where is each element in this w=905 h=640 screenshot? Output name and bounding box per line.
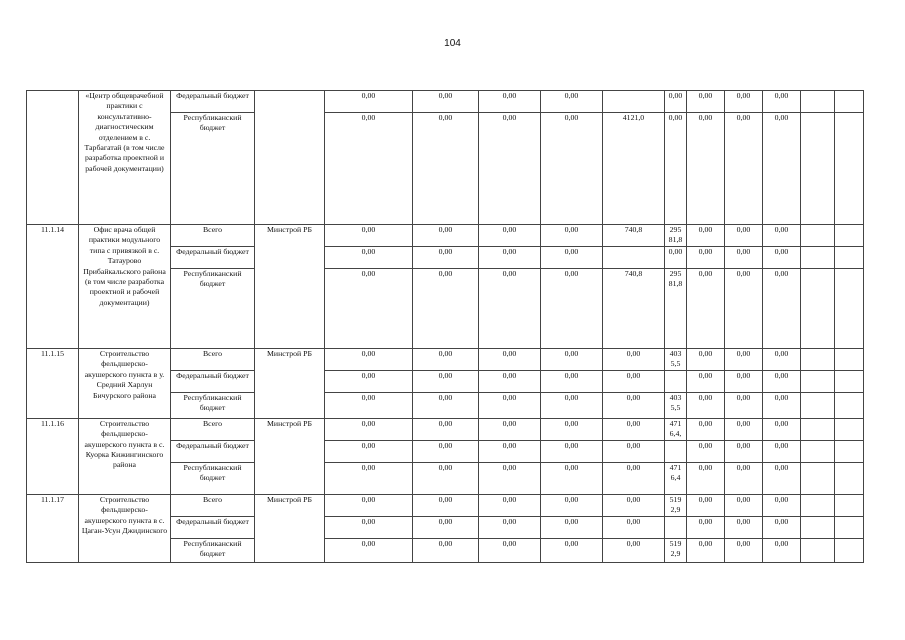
value-2016: 0,00 [413,516,479,538]
item-name: Строительство фельдшерско-акушерского пункта в с. Цаган-Усун Джидинского [79,494,171,562]
value-2017: 0,00 [479,440,541,462]
value-2016: 0,00 [413,370,479,392]
empty-cell [835,113,864,225]
value-2016: 0,00 [413,494,479,516]
value-2017: 0,00 [479,113,541,225]
value-2015: 0,00 [325,269,413,349]
empty-cell [835,247,864,269]
value-2015: 0,00 [325,247,413,269]
funding-source: Всего [171,418,255,440]
value-2023: 0,00 [763,418,801,440]
value-2016: 0,00 [413,462,479,494]
value-2021: 0,00 [687,225,725,247]
value-2022: 0,00 [725,538,763,562]
value-2018: 0,00 [541,370,603,392]
empty-cell [835,370,864,392]
value-2016: 0,00 [413,91,479,113]
value-2020: 0,00 [665,113,687,225]
value-2016: 0,00 [413,269,479,349]
empty-cell [835,269,864,349]
value-2015: 0,00 [325,494,413,516]
value-2017: 0,00 [479,538,541,562]
value-2018: 0,00 [541,349,603,371]
value-2017: 0,00 [479,91,541,113]
value-2015: 0,00 [325,349,413,371]
value-extra [801,516,835,538]
value-extra [801,269,835,349]
value-extra [801,538,835,562]
value-2023: 0,00 [763,349,801,371]
value-2022: 0,00 [725,494,763,516]
value-2023: 0,00 [763,392,801,418]
value-2021: 0,00 [687,91,725,113]
item-code: 11.1.15 [27,349,79,419]
value-2021: 0,00 [687,516,725,538]
value-2016: 0,00 [413,247,479,269]
value-2023: 0,00 [763,440,801,462]
item-name: «Центр общеврачебной практики с консультативно-диагностическим отделением в с. Тарбагатай (в том числе разработка проектной и рабочей документации) [79,91,171,225]
funding-source: Республиканский бюджет [171,269,255,349]
funding-source: Федеральный бюджет [171,440,255,462]
value-extra [801,349,835,371]
value-2019: 740,8 [603,225,665,247]
value-2016: 0,00 [413,440,479,462]
value-2017: 0,00 [479,370,541,392]
value-2018: 0,00 [541,440,603,462]
value-2015: 0,00 [325,392,413,418]
table-row [27,418,864,440]
value-2015: 0,00 [325,418,413,440]
empty-cell [835,440,864,462]
value-2022: 0,00 [725,516,763,538]
value-2023: 0,00 [763,269,801,349]
value-2022: 0,00 [725,462,763,494]
value-2020 [665,516,687,538]
value-2018: 0,00 [541,247,603,269]
value-2018: 0,00 [541,538,603,562]
value-2017: 0,00 [479,247,541,269]
value-2022: 0,00 [725,349,763,371]
value-extra [801,418,835,440]
table-row [27,349,864,371]
value-2016: 0,00 [413,349,479,371]
funding-source: Республиканский бюджет [171,113,255,225]
value-2022: 0,00 [725,247,763,269]
item-code: 11.1.17 [27,494,79,562]
value-2017: 0,00 [479,516,541,538]
value-2016: 0,00 [413,113,479,225]
value-2016: 0,00 [413,225,479,247]
table-row [27,225,864,247]
value-2018: 0,00 [541,269,603,349]
value-extra [801,462,835,494]
value-extra [801,494,835,516]
value-2015: 0,00 [325,516,413,538]
value-2017: 0,00 [479,269,541,349]
empty-cell [835,225,864,247]
value-2019: 740,8 [603,269,665,349]
empty-cell [835,494,864,516]
value-2022: 0,00 [725,91,763,113]
value-2020: 471 6,4, [665,418,687,440]
value-2022: 0,00 [725,269,763,349]
value-2023: 0,00 [763,91,801,113]
empty-cell [835,516,864,538]
value-2020: 519 2,9 [665,538,687,562]
value-2019: 0,00 [603,494,665,516]
empty-cell [835,538,864,562]
value-2021: 0,00 [687,462,725,494]
value-2017: 0,00 [479,349,541,371]
value-extra [801,370,835,392]
funding-source: Всего [171,225,255,247]
value-2021: 0,00 [687,247,725,269]
item-name: Строительство фельдшерско-акушерского пункта в у. Средний Харлун Бичурского района [79,349,171,419]
value-2015: 0,00 [325,440,413,462]
value-2015: 0,00 [325,538,413,562]
value-2021: 0,00 [687,113,725,225]
value-extra [801,440,835,462]
funding-source: Федеральный бюджет [171,247,255,269]
value-2015: 0,00 [325,91,413,113]
value-2023: 0,00 [763,370,801,392]
value-2018: 0,00 [541,516,603,538]
value-2020: 471 6,4 [665,462,687,494]
value-2021: 0,00 [687,418,725,440]
item-name: Строительство фельдшерско-акушерского пункта в с. Куорка Кижингинского района [79,418,171,494]
value-2020: 295 81,8 [665,225,687,247]
item-code: 11.1.16 [27,418,79,494]
executor: Минстрой РБ [255,494,325,562]
value-extra [801,225,835,247]
value-2021: 0,00 [687,494,725,516]
funding-source: Федеральный бюджет [171,516,255,538]
value-extra [801,247,835,269]
value-2019: 0,00 [603,349,665,371]
value-2019 [603,247,665,269]
value-2018: 0,00 [541,418,603,440]
value-2021: 0,00 [687,269,725,349]
value-2019: 0,00 [603,516,665,538]
value-2019: 0,00 [603,538,665,562]
empty-cell [835,349,864,371]
value-2019: 0,00 [603,418,665,440]
funding-source: Республиканский бюджет [171,538,255,562]
value-2020: 403 5,5 [665,349,687,371]
value-2015: 0,00 [325,370,413,392]
empty-cell [835,91,864,113]
value-2017: 0,00 [479,392,541,418]
budget-table [26,90,864,563]
value-2016: 0,00 [413,538,479,562]
value-2021: 0,00 [687,392,725,418]
funding-source: Всего [171,349,255,371]
value-2022: 0,00 [725,440,763,462]
value-2020: 519 2,9 [665,494,687,516]
value-2018: 0,00 [541,113,603,225]
value-2018: 0,00 [541,91,603,113]
value-2016: 0,00 [413,418,479,440]
item-code: 11.1.14 [27,225,79,349]
value-2022: 0,00 [725,113,763,225]
empty-cell [835,462,864,494]
value-2017: 0,00 [479,225,541,247]
value-2023: 0,00 [763,494,801,516]
funding-source: Республиканский бюджет [171,392,255,418]
value-2023: 0,00 [763,516,801,538]
page-number: 104 [444,38,461,49]
value-2017: 0,00 [479,462,541,494]
value-2018: 0,00 [541,462,603,494]
value-extra [801,91,835,113]
value-2016: 0,00 [413,392,479,418]
value-2022: 0,00 [725,370,763,392]
value-2023: 0,00 [763,538,801,562]
value-2018: 0,00 [541,392,603,418]
item-name: Офис врача общей практики модульного типа с привязкой в с. Татаурово Прибайкальского района (в том числе разработка проектной и рабочей документации) [79,225,171,349]
value-2020: 295 81,8 [665,269,687,349]
value-2020 [665,440,687,462]
executor [255,91,325,225]
value-2023: 0,00 [763,113,801,225]
value-2017: 0,00 [479,494,541,516]
empty-cell [835,418,864,440]
value-2019 [603,91,665,113]
funding-source: Республиканский бюджет [171,462,255,494]
value-2021: 0,00 [687,370,725,392]
executor: Минстрой РБ [255,349,325,419]
value-2021: 0,00 [687,349,725,371]
executor: Минстрой РБ [255,418,325,494]
value-2023: 0,00 [763,225,801,247]
funding-source: Федеральный бюджет [171,91,255,113]
value-2019: 4121,0 [603,113,665,225]
value-2020: 0,00 [665,247,687,269]
value-extra [801,392,835,418]
funding-source: Всего [171,494,255,516]
value-2022: 0,00 [725,418,763,440]
item-code [27,91,79,225]
value-2022: 0,00 [725,225,763,247]
value-2020: 403 5,5 [665,392,687,418]
value-2019: 0,00 [603,370,665,392]
executor: Минстрой РБ [255,225,325,349]
value-2015: 0,00 [325,462,413,494]
value-2019: 0,00 [603,392,665,418]
value-extra [801,113,835,225]
value-2018: 0,00 [541,494,603,516]
table-row [27,494,864,516]
value-2020: 0,00 [665,91,687,113]
value-2017: 0,00 [479,418,541,440]
value-2015: 0,00 [325,225,413,247]
funding-source: Федеральный бюджет [171,370,255,392]
value-2021: 0,00 [687,538,725,562]
empty-cell [835,392,864,418]
value-2021: 0,00 [687,440,725,462]
value-2019: 0,00 [603,440,665,462]
value-2020 [665,370,687,392]
table-row [27,91,864,113]
value-2015: 0,00 [325,113,413,225]
value-2023: 0,00 [763,462,801,494]
value-2022: 0,00 [725,392,763,418]
value-2018: 0,00 [541,225,603,247]
value-2019: 0,00 [603,462,665,494]
value-2023: 0,00 [763,247,801,269]
